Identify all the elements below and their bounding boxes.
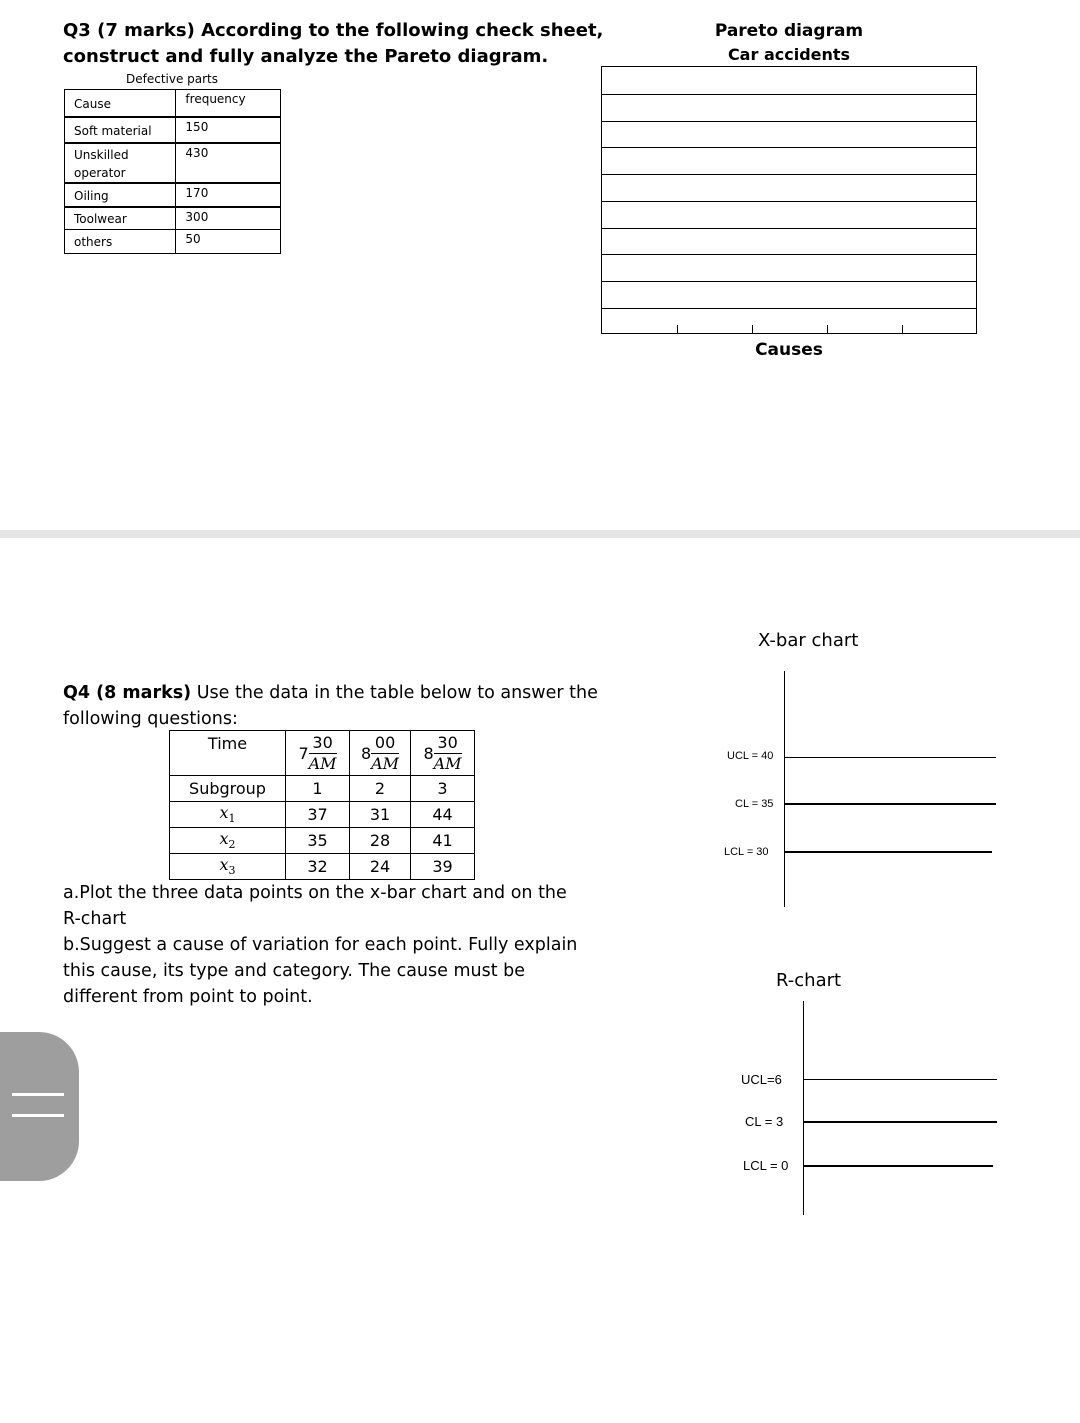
frequency-cell: 170 xyxy=(176,183,281,207)
x-tick xyxy=(677,325,678,333)
pareto-subtitle: Car accidents xyxy=(727,45,851,64)
frequency-cell: 50 xyxy=(176,230,281,254)
subgroup-cell: 2 xyxy=(350,776,411,802)
value-cell: 44 xyxy=(411,802,475,828)
xbar-ucl-label: UCL = 40 xyxy=(727,750,774,762)
table-row xyxy=(65,207,281,230)
subgroup-label: Subgroup xyxy=(170,776,286,802)
frequency-cell: 300 xyxy=(176,207,281,230)
subgroup-table xyxy=(169,730,475,880)
subgroup-cell: 3 xyxy=(411,776,475,802)
check-sheet-caption: Defective parts xyxy=(125,72,219,86)
variable-label: $x_3$ xyxy=(170,854,286,880)
variable-label: $x_1$ xyxy=(170,802,286,828)
side-drag-handle[interactable] xyxy=(0,1032,79,1181)
table-row xyxy=(170,854,475,880)
value-cell: 24 xyxy=(350,854,411,880)
table-row xyxy=(65,230,281,254)
value-cell: 37 xyxy=(286,802,350,828)
drag-handle-icon xyxy=(12,1093,64,1117)
time-cell xyxy=(411,731,475,776)
gridline xyxy=(602,254,976,255)
gridline xyxy=(602,308,976,309)
header-frequency: frequency xyxy=(176,90,281,117)
gridline xyxy=(602,201,976,202)
value-cell: 35 xyxy=(286,828,350,854)
header-cause: Cause xyxy=(65,90,176,117)
value-cell: 28 xyxy=(350,828,411,854)
xbar-ucl-line xyxy=(784,757,996,758)
q4-title-rest: Use the data in the table below to answer the xyxy=(191,683,598,703)
part-b-line1: b.Suggest a cause of variation for each point. Fully explain xyxy=(63,935,578,955)
r-chart[interactable] xyxy=(720,998,1010,1220)
time-hour: 7 xyxy=(298,743,309,763)
value-cell: 32 xyxy=(286,854,350,880)
q4-title-bold: Q4 (8 marks) xyxy=(63,683,192,703)
table-row xyxy=(170,828,475,854)
x-tick xyxy=(752,325,753,333)
table-row xyxy=(65,183,281,207)
gridline xyxy=(602,121,976,122)
cause-cell: Toolwear xyxy=(65,207,176,230)
frequency-cell: 430 xyxy=(176,143,281,183)
table-row xyxy=(65,90,281,117)
part-a-line1: a.Plot the three data points on the x-bar chart and on the xyxy=(63,883,567,903)
cause-line1: Unskilled xyxy=(74,147,129,162)
xbar-axis xyxy=(784,671,785,907)
table-row xyxy=(170,731,475,776)
value-cell: 41 xyxy=(411,828,475,854)
variable-label: $x_2$ xyxy=(170,828,286,854)
r-ucl-label: UCL=6 xyxy=(741,1072,782,1087)
cause-line2: operator xyxy=(74,165,126,180)
xbar-lcl-label: LCL = 30 xyxy=(724,846,769,858)
time-label: Time xyxy=(170,731,286,776)
time-cell xyxy=(286,731,350,776)
time-period: AM xyxy=(371,753,400,773)
part-a-line2: R-chart xyxy=(63,909,127,929)
x-tick xyxy=(902,325,903,333)
gridline xyxy=(602,228,976,229)
gridline xyxy=(602,94,976,95)
xbar-lcl-line xyxy=(784,851,992,853)
r-ucl-line xyxy=(803,1079,997,1080)
page-divider xyxy=(0,530,1080,538)
xbar-chart-title: X-bar chart xyxy=(758,630,859,651)
check-sheet-table xyxy=(64,89,281,254)
time-minutes: 30 xyxy=(434,733,462,754)
r-lcl-line xyxy=(803,1165,993,1167)
table-row xyxy=(65,117,281,143)
xbar-cl-label: CL = 35 xyxy=(735,798,774,810)
value-cell: 31 xyxy=(350,802,411,828)
pareto-title: Pareto diagram xyxy=(714,21,864,41)
table-row xyxy=(65,143,281,183)
time-period: AM xyxy=(308,753,337,773)
x-tick xyxy=(827,325,828,333)
q4-title xyxy=(63,680,603,732)
q3-title-line1: Q3 (7 marks) According to the following check sheet, xyxy=(63,20,604,41)
gridline xyxy=(602,174,976,175)
cause-cell: Soft material xyxy=(65,117,176,143)
gridline xyxy=(602,281,976,282)
part-b-line2: this cause, its type and category. The cause must be xyxy=(63,961,526,981)
cause-cell xyxy=(65,143,176,183)
time-hour: 8 xyxy=(360,743,372,763)
subgroup-cell: 1 xyxy=(286,776,350,802)
q4-instructions xyxy=(63,880,583,1010)
time-minutes: 30 xyxy=(309,733,337,754)
pareto-xlabel: Causes xyxy=(755,340,823,360)
gridline xyxy=(602,147,976,148)
q3-title xyxy=(63,18,603,70)
q4-title-line2: following questions: xyxy=(63,709,238,729)
pareto-frame[interactable] xyxy=(601,66,977,334)
xbar-cl-line xyxy=(784,803,996,805)
r-lcl-label: LCL = 0 xyxy=(743,1158,789,1173)
r-chart-title: R-chart xyxy=(776,970,842,991)
time-cell xyxy=(350,731,411,776)
time-period: AM xyxy=(433,753,462,773)
r-cl-line xyxy=(803,1121,997,1123)
cause-cell: others xyxy=(65,230,176,254)
value-cell: 39 xyxy=(411,854,475,880)
r-cl-label: CL = 3 xyxy=(745,1114,784,1129)
time-minutes: 00 xyxy=(371,733,399,754)
r-axis xyxy=(803,1001,804,1215)
time-hour: 8 xyxy=(423,743,434,763)
table-row xyxy=(170,776,475,802)
cause-cell: Oiling xyxy=(65,183,176,207)
table-row xyxy=(170,802,475,828)
q3-title-line2: construct and fully analyze the Pareto diagram. xyxy=(63,46,549,67)
part-b-line3: different from point to point. xyxy=(63,987,313,1007)
frequency-cell: 150 xyxy=(176,117,281,143)
xbar-chart[interactable] xyxy=(700,668,1010,913)
